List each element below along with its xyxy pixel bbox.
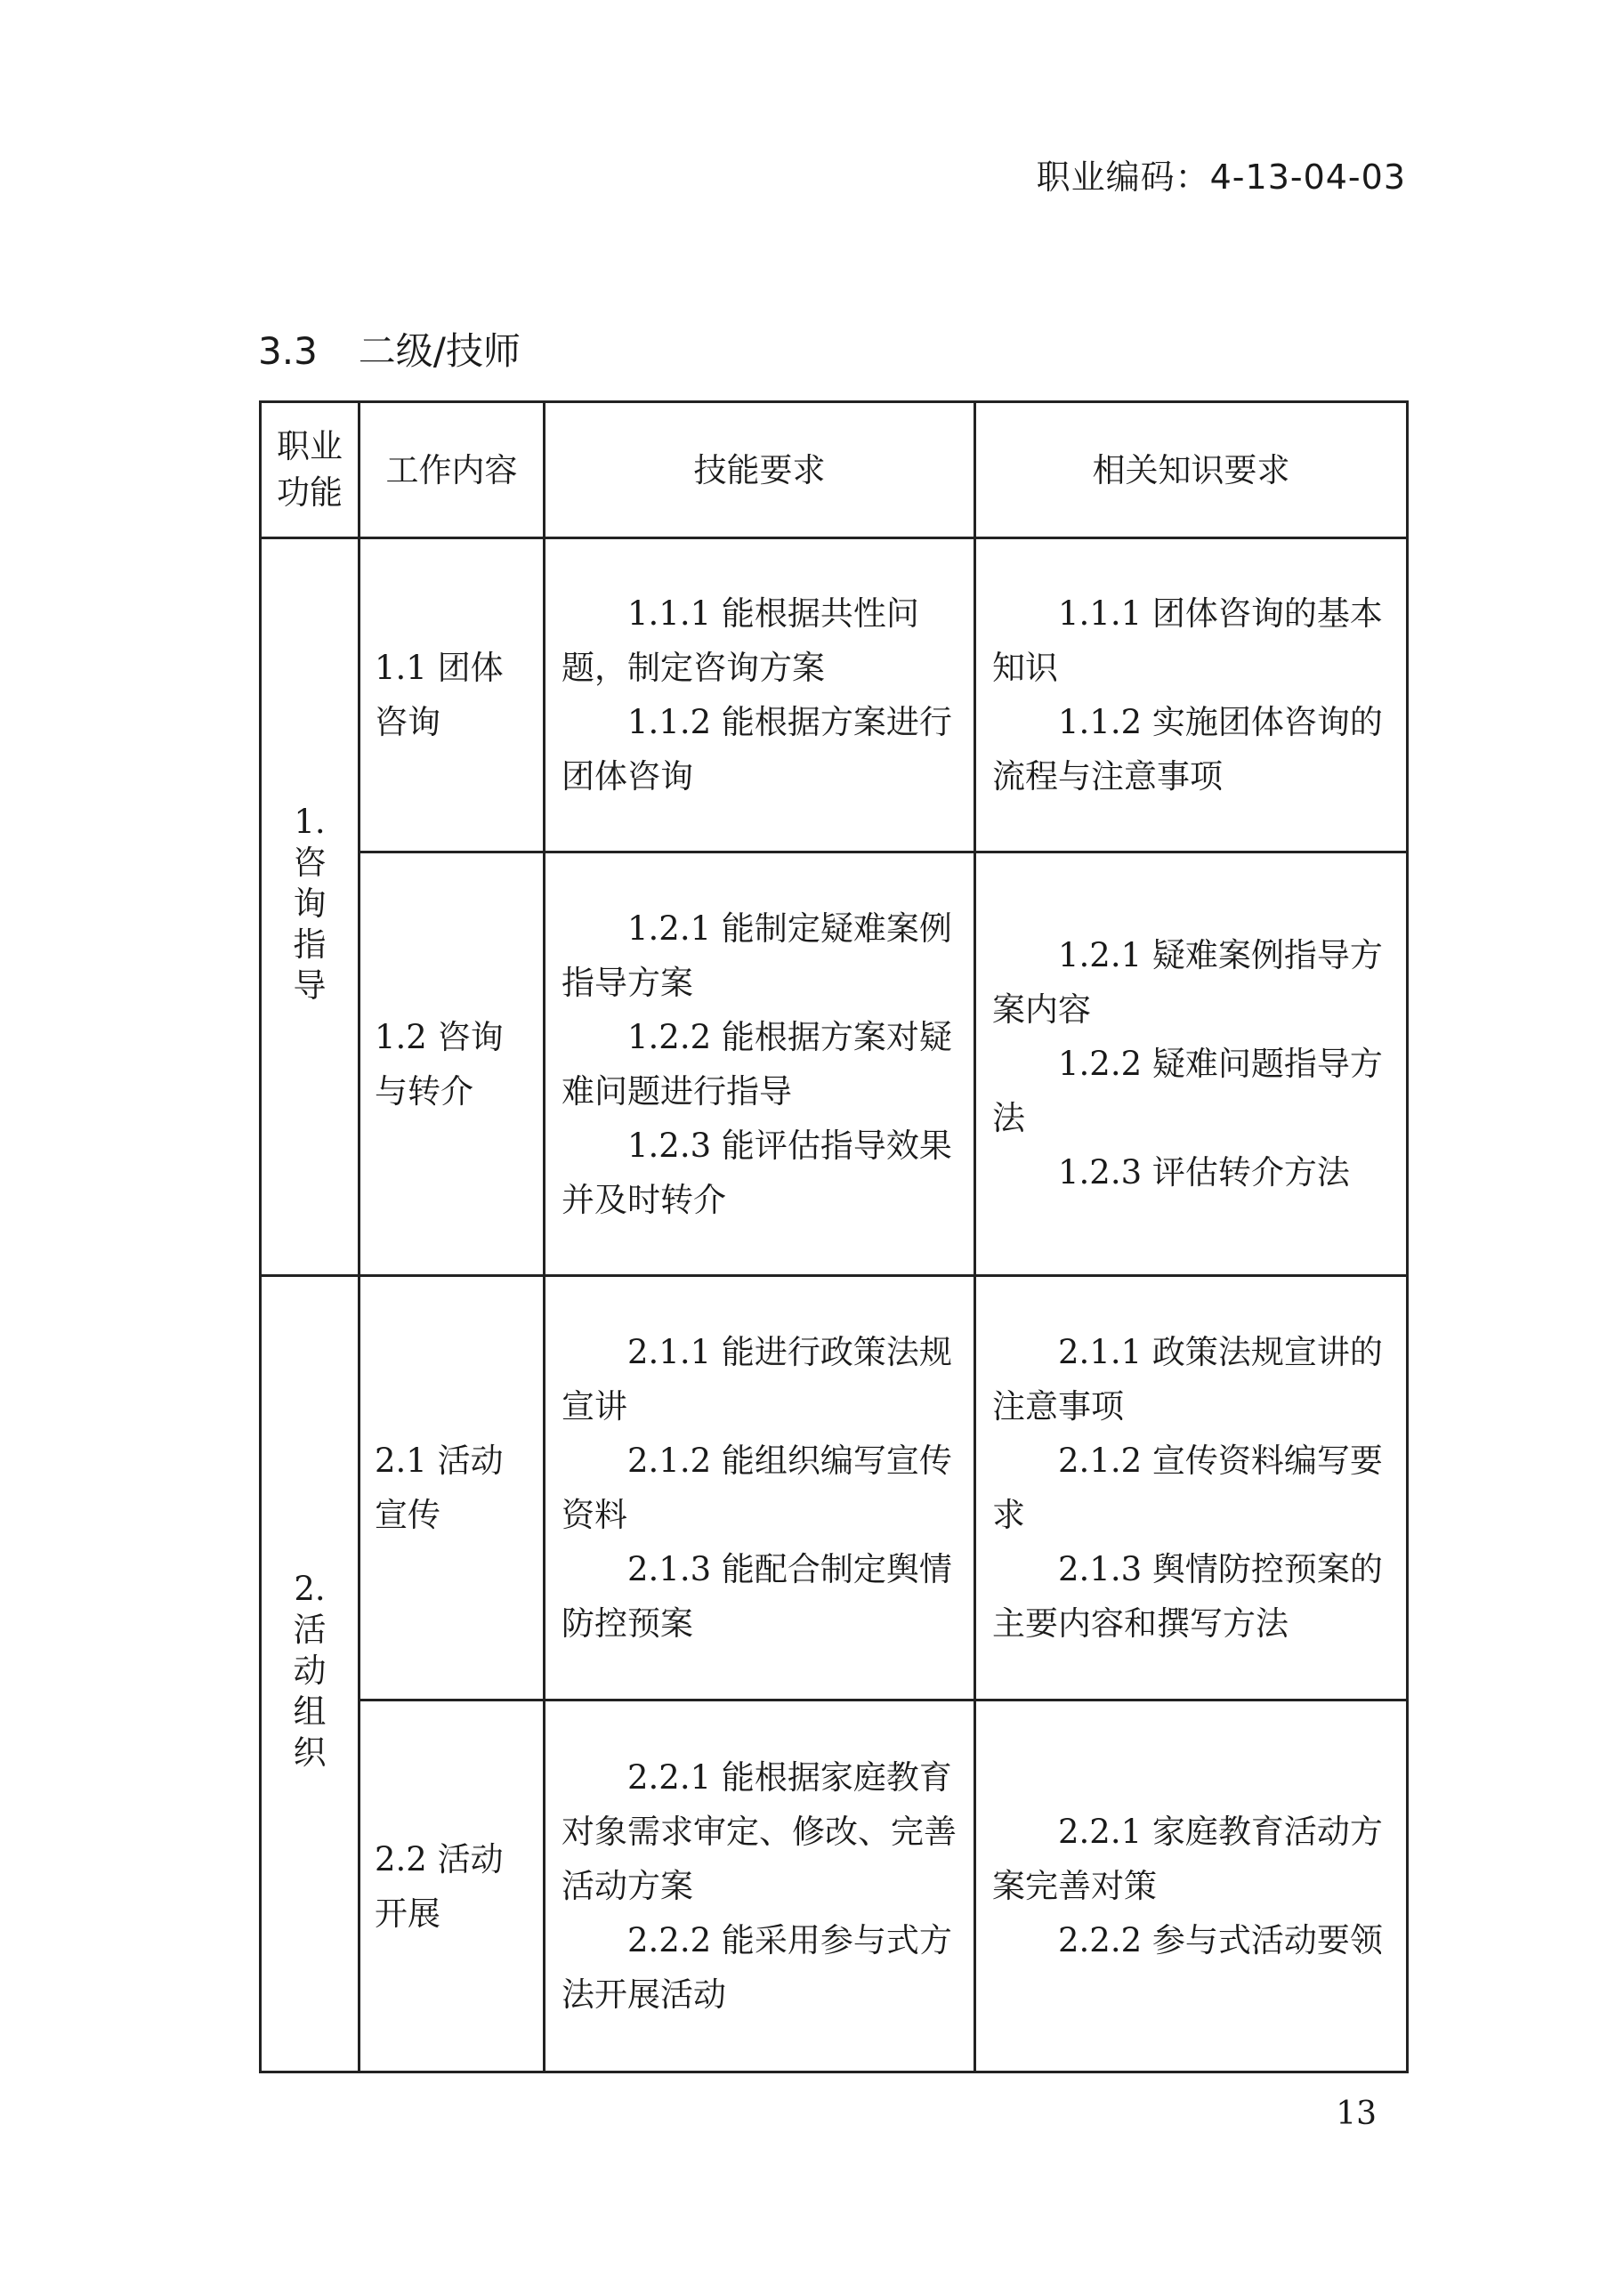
knowledge-cell: [975, 852, 1408, 1276]
knowledge-item: 2.1.2 宣传资料编写要求: [992, 1442, 1383, 1534]
work-content-cell: 1.1 团体咨询: [360, 538, 545, 852]
skill-item: 1.2.3 能评估指导效果并及时转介: [562, 1126, 952, 1219]
knowledge-item: 1.1.2 实施团体咨询的流程与注意事项: [992, 703, 1383, 796]
occupation-code: 职业编码：4-13-04-03: [1036, 158, 1406, 197]
knowledge-item: 2.1.1 政策法规宣讲的注意事项: [992, 1333, 1383, 1426]
competency-table: [259, 400, 1409, 2073]
function-cell: [261, 1276, 360, 2072]
header-skill-requirements: 技能要求: [545, 402, 975, 538]
work-content-cell: 1.2 咨询与转介: [360, 852, 545, 1276]
table-row: [261, 1276, 1408, 1700]
knowledge-item: 1.1.1 团体咨询的基本知识: [992, 594, 1383, 687]
skills-cell: [545, 1700, 975, 2072]
table-row: [261, 538, 1408, 852]
table-header-row: [261, 402, 1408, 538]
skill-item: 2.1.1 能进行政策法规宣讲: [562, 1333, 952, 1426]
skills-cell: [545, 538, 975, 852]
knowledge-cell: [975, 1276, 1408, 1700]
section-title: 二级/技师: [358, 329, 521, 373]
page-number: 13: [1336, 2096, 1377, 2132]
knowledge-cell: [975, 1700, 1408, 2072]
table-row: [261, 852, 1408, 1276]
skill-item: 1.1.2 能根据方案进行团体咨询: [562, 703, 952, 796]
skills-cell: [545, 1276, 975, 1700]
header-work-content: 工作内容: [360, 402, 545, 538]
skill-item: 2.1.2 能组织编写宣传资料: [562, 1442, 952, 1534]
function-label: 2. 活 动 组 织: [293, 1569, 327, 1772]
table-row: [261, 1700, 1408, 2072]
section-heading: [258, 322, 521, 376]
skill-item: 2.2.1 能根据家庭教育对象需求审定、修改、完善活动方案: [562, 1758, 957, 1905]
section-number: 3.3: [258, 329, 318, 373]
skill-item: 1.2.2 能根据方案对疑难问题进行指导: [562, 1017, 952, 1111]
knowledge-item: 2.2.2 参与式活动要领: [1058, 1921, 1383, 1959]
skills-cell: [545, 852, 975, 1276]
knowledge-cell: [975, 538, 1408, 852]
skill-item: 2.2.2 能采用参与式方法开展活动: [562, 1921, 952, 2014]
skill-item: 1.2.1 能制定疑难案例指导方案: [562, 909, 952, 1002]
knowledge-item: 2.2.1 家庭教育活动方案完善对策: [992, 1813, 1383, 1905]
skill-item: 1.1.1 能根据共性问题，制定咨询方案: [562, 594, 919, 687]
function-label: 1. 咨 询 指 导: [293, 802, 327, 1005]
knowledge-item: 1.2.3 评估转介方法: [1058, 1153, 1350, 1192]
knowledge-item: 2.1.3 舆情防控预案的主要内容和撰写方法: [992, 1550, 1383, 1643]
skill-item: 2.1.3 能配合制定舆情防控预案: [562, 1550, 952, 1643]
knowledge-item: 1.2.2 疑难问题指导方法: [992, 1045, 1383, 1137]
knowledge-item: 1.2.1 疑难案例指导方案内容: [992, 936, 1383, 1029]
header-function: 职业功能: [261, 402, 360, 538]
header-knowledge-requirements: 相关知识要求: [975, 402, 1408, 538]
function-cell: [261, 538, 360, 1276]
work-content-cell: 2.2 活动开展: [360, 1700, 545, 2072]
work-content-cell: 2.1 活动宣传: [360, 1276, 545, 1700]
